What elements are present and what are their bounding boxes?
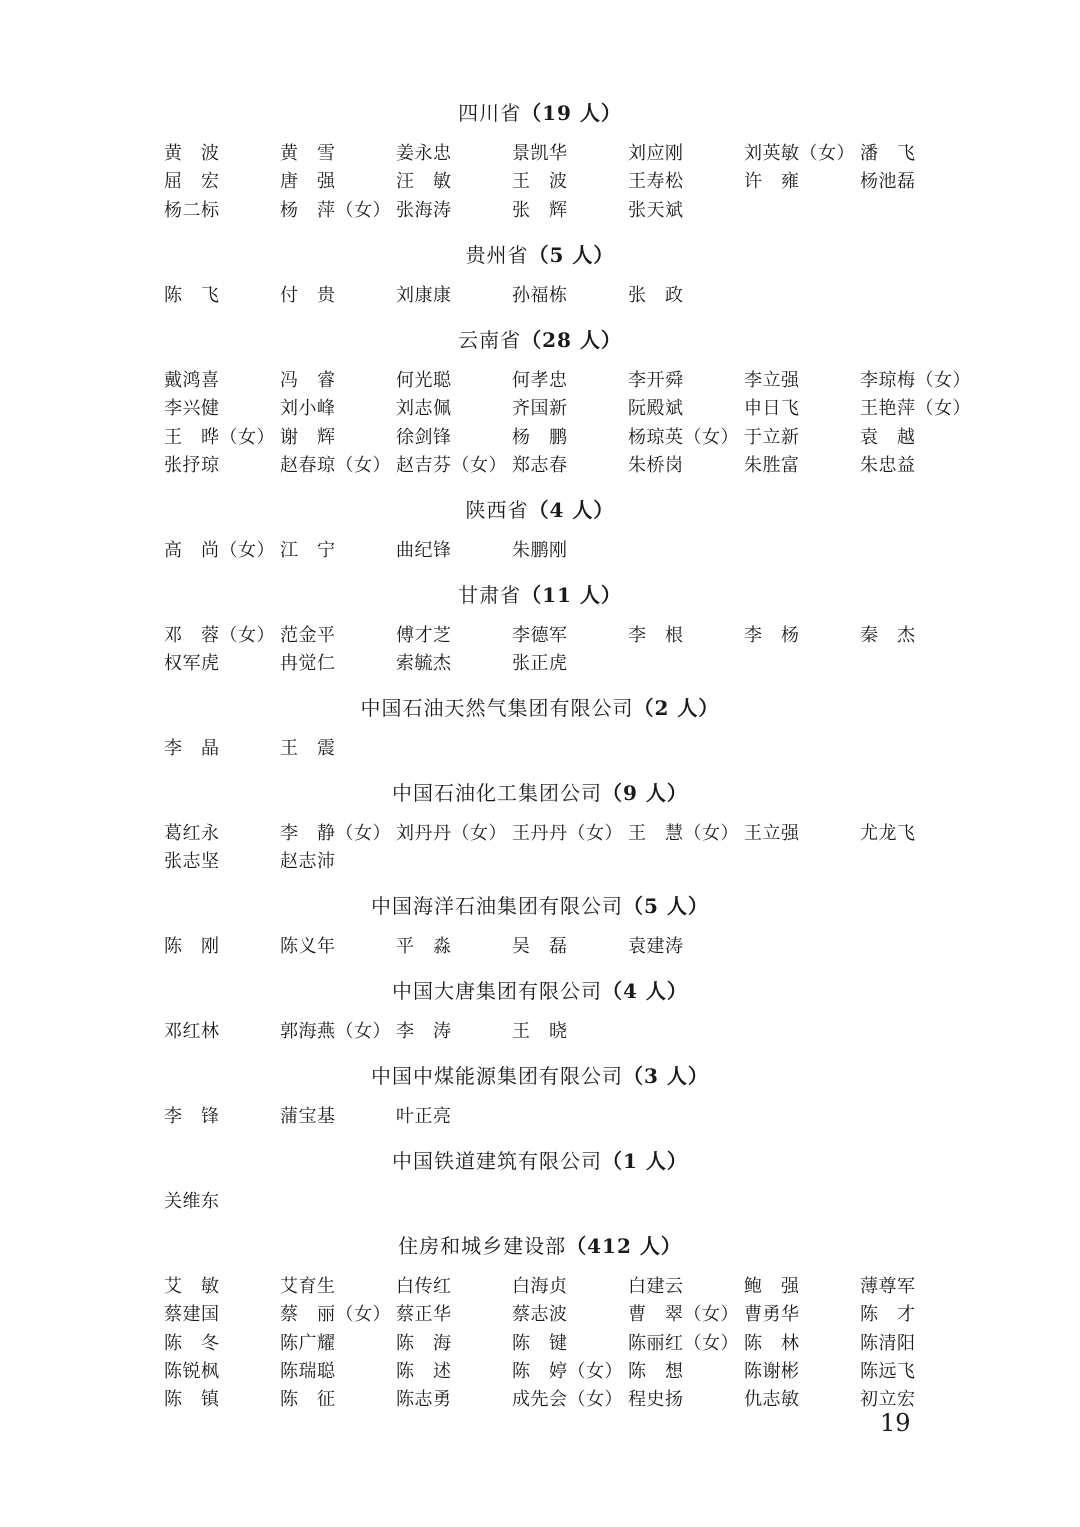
person-name: 冯 睿 [280,370,336,391]
section-title [0,1148,1080,1174]
section-name: 住房和城乡建设部 [398,1234,567,1258]
person-name: 李 晶 [164,738,220,759]
person-name: 蒲宝基 [280,1106,336,1127]
person-name: 鲍 强 [744,1276,800,1297]
person-name: 邓红林 [164,1021,220,1042]
person-name: 艾 敏 [164,1276,220,1297]
person-name: 张海涛 [396,199,452,221]
person-name: 曹 翠（女） [628,1304,739,1326]
person-name: 阮殿斌 [628,398,684,420]
person-name: 姜永忠 [396,143,452,164]
person-name: 王 晔（女） [164,426,275,448]
person-name: 朱鹏刚 [512,540,568,561]
person-name: 李 静（女） [280,823,391,844]
person-name: 艾育生 [280,1276,336,1297]
person-name: 朱胜富 [744,454,800,476]
person-name: 徐剑锋 [396,426,452,448]
person-name: 陈锐枫 [164,1360,220,1382]
person-name: 景凯华 [512,143,568,164]
person-name: 杨二标 [164,199,220,221]
person-name: 袁建涛 [628,936,684,957]
person-name: 陈丽红（女） [628,1332,739,1354]
person-name: 陈 刚 [164,936,220,957]
person-name: 王立强 [744,823,800,844]
section-count: （3 人） [623,1064,709,1088]
person-name: 李 根 [628,625,684,646]
person-name: 陈 征 [280,1389,336,1411]
person-name: 李兴健 [164,398,220,420]
section-count: （19 人） [521,101,622,125]
person-name: 傅才芝 [396,625,452,646]
section-count: （11 人） [521,583,622,607]
person-name: 蔡志波 [512,1304,568,1326]
person-name: 齐国新 [512,398,568,420]
section-name: 中国石油天然气集团有限公司 [360,696,634,720]
section-name: 中国大唐集团有限公司 [392,979,603,1003]
person-name: 陈 林 [744,1332,800,1354]
name-row [0,935,1080,963]
name-row [0,369,1080,397]
person-name: 范金平 [280,625,336,646]
person-name: 陈清阳 [860,1332,916,1354]
person-name: 白传红 [396,1276,452,1297]
name-row [0,539,1080,567]
section-title [0,100,1080,126]
person-name: 戴鸿喜 [164,370,220,391]
person-name: 平 淼 [396,936,452,957]
person-name: 陈广耀 [280,1332,336,1354]
name-row [0,737,1080,765]
person-name: 李琼梅（女） [860,370,971,391]
person-name: 何光聪 [396,370,452,391]
person-name: 陈 才 [860,1304,916,1326]
name-row [0,199,1080,227]
section-name: 中国中煤能源集团有限公司 [371,1064,624,1088]
person-name: 郑志春 [512,454,568,476]
person-name: 刘小峰 [280,398,336,420]
person-name: 申日飞 [744,398,800,420]
person-name: 尤龙飞 [860,823,916,844]
person-name: 张抒琼 [164,454,220,476]
section-title [0,1233,1080,1259]
person-name: 赵吉芬（女） [396,454,507,476]
person-name: 刘志佩 [396,398,452,420]
person-name: 陈志勇 [396,1389,452,1411]
person-name: 杨琼英（女） [628,426,739,448]
person-name: 刘丹丹（女） [396,823,507,844]
person-name: 索毓杰 [396,653,452,675]
section-title [0,1063,1080,1089]
name-row [0,397,1080,425]
name-row [0,1190,1080,1218]
person-name: 李德军 [512,625,568,646]
section-title [0,780,1080,806]
person-name: 陈 述 [396,1360,452,1382]
person-name: 刘应刚 [628,143,684,164]
person-name: 黄 波 [164,143,220,164]
name-row [0,1332,1080,1360]
section-count: （5 人） [528,243,615,267]
section-title [0,893,1080,919]
person-name: 陈 键 [512,1332,568,1354]
section-count: （4 人） [528,498,615,522]
name-row [0,142,1080,170]
name-row [0,170,1080,198]
section-name: 中国铁道建筑有限公司 [392,1149,603,1173]
section-title [0,978,1080,1004]
person-name: 陈 海 [396,1332,452,1354]
person-name: 李 涛 [396,1021,452,1042]
name-row [0,822,1080,850]
section-count: （412 人） [566,1234,682,1258]
person-name: 陈 飞 [164,285,220,306]
person-name: 李开舜 [628,370,684,391]
person-name: 刘英敏（女） [744,143,855,164]
person-name: 赵志沛 [280,851,336,873]
person-name: 黄 雪 [280,143,336,164]
person-name: 杨 鹏 [512,426,568,448]
person-name: 陈远飞 [860,1360,916,1382]
person-name: 权军虎 [164,653,220,675]
person-name: 李 杨 [744,625,800,646]
person-name: 陈瑞聪 [280,1360,336,1382]
person-name: 许 雍 [744,171,800,193]
section-name: 贵州省 [465,243,529,267]
person-name: 蔡建国 [164,1304,220,1326]
section-title [0,695,1080,721]
person-name: 屈 宏 [164,171,220,193]
person-name: 陈 想 [628,1360,684,1382]
name-row [0,1388,1080,1416]
section-name: 中国石油化工集团公司 [392,781,603,805]
section-name: 云南省 [458,328,522,352]
section-count: （5 人） [623,894,709,918]
section-name: 中国海洋石油集团有限公司 [371,894,624,918]
person-name: 付 贵 [280,285,336,306]
section-count: （2 人） [633,696,720,720]
name-row [0,1020,1080,1048]
section-count: （4 人） [602,979,688,1003]
person-name: 曲纪锋 [396,540,452,561]
page-number: 19 [880,1409,911,1437]
section-title [0,242,1080,268]
person-name: 赵春琼（女） [280,454,391,476]
person-name: 王寿松 [628,171,684,193]
section-name: 四川省 [458,101,522,125]
person-name: 陈谢彬 [744,1360,800,1382]
person-name: 张天斌 [628,199,684,221]
person-name: 邓 蓉（女） [164,625,275,646]
person-name: 王 慧（女） [628,823,739,844]
person-name: 仇志敏 [744,1389,800,1411]
person-name: 陈 镇 [164,1389,220,1411]
person-name: 张志坚 [164,851,220,873]
person-name: 汪 敏 [396,171,452,193]
person-name: 何孝忠 [512,370,568,391]
name-row [0,284,1080,312]
name-row [0,850,1080,878]
person-name: 于立新 [744,426,800,448]
person-name: 薄尊军 [860,1276,916,1297]
person-name: 张正虎 [512,653,568,675]
person-name: 初立宏 [860,1389,916,1411]
person-name: 刘康康 [396,285,452,306]
person-name: 朱忠益 [860,454,916,476]
person-name: 程史扬 [628,1389,684,1411]
name-row [0,426,1080,454]
person-name: 杨 萍（女） [280,199,391,221]
person-name: 陈 婷（女） [512,1360,623,1382]
person-name: 袁 越 [860,426,916,448]
person-name: 蔡正华 [396,1304,452,1326]
person-name: 朱桥岗 [628,454,684,476]
section-count: （1 人） [602,1149,688,1173]
section-name: 甘肃省 [458,583,522,607]
section-title [0,497,1080,523]
section-count: （28 人） [521,328,622,352]
person-name: 李立强 [744,370,800,391]
name-row [0,1303,1080,1331]
person-name: 郭海燕（女） [280,1021,391,1042]
person-name: 白海贞 [512,1276,568,1297]
person-name: 吴 磊 [512,936,568,957]
person-name: 曹勇华 [744,1304,800,1326]
person-name: 高 尚（女） [164,540,275,561]
person-name: 关维东 [164,1191,220,1212]
person-name: 张 辉 [512,199,568,221]
person-name: 唐 强 [280,171,336,193]
person-name: 陈 冬 [164,1332,220,1354]
person-name: 冉觉仁 [280,653,336,675]
name-row [0,454,1080,482]
name-row [0,624,1080,652]
name-row [0,1105,1080,1133]
person-name: 王丹丹（女） [512,823,623,844]
person-name: 王 晓 [512,1021,568,1042]
section-count: （9 人） [602,781,688,805]
person-name: 蔡 丽（女） [280,1304,391,1326]
person-name: 秦 杰 [860,625,916,646]
person-name: 谢 辉 [280,426,336,448]
name-row [0,652,1080,680]
person-name: 王 波 [512,171,568,193]
person-name: 成先会（女） [512,1389,623,1411]
person-name: 江 宁 [280,540,336,561]
section-title [0,582,1080,608]
section-title [0,327,1080,353]
person-name: 王艳萍（女） [860,398,971,420]
person-name: 李 锋 [164,1106,220,1127]
person-name: 王 震 [280,738,336,759]
person-name: 白建云 [628,1276,684,1297]
person-name: 孙福栋 [512,285,568,306]
person-name: 杨池磊 [860,171,916,193]
name-row [0,1275,1080,1303]
person-name: 叶正亮 [396,1106,452,1127]
person-name: 潘 飞 [860,143,916,164]
person-name: 葛红永 [164,823,220,844]
name-row [0,1360,1080,1388]
person-name: 陈义年 [280,936,336,957]
section-name: 陕西省 [465,498,529,522]
person-name: 张 政 [628,285,684,306]
